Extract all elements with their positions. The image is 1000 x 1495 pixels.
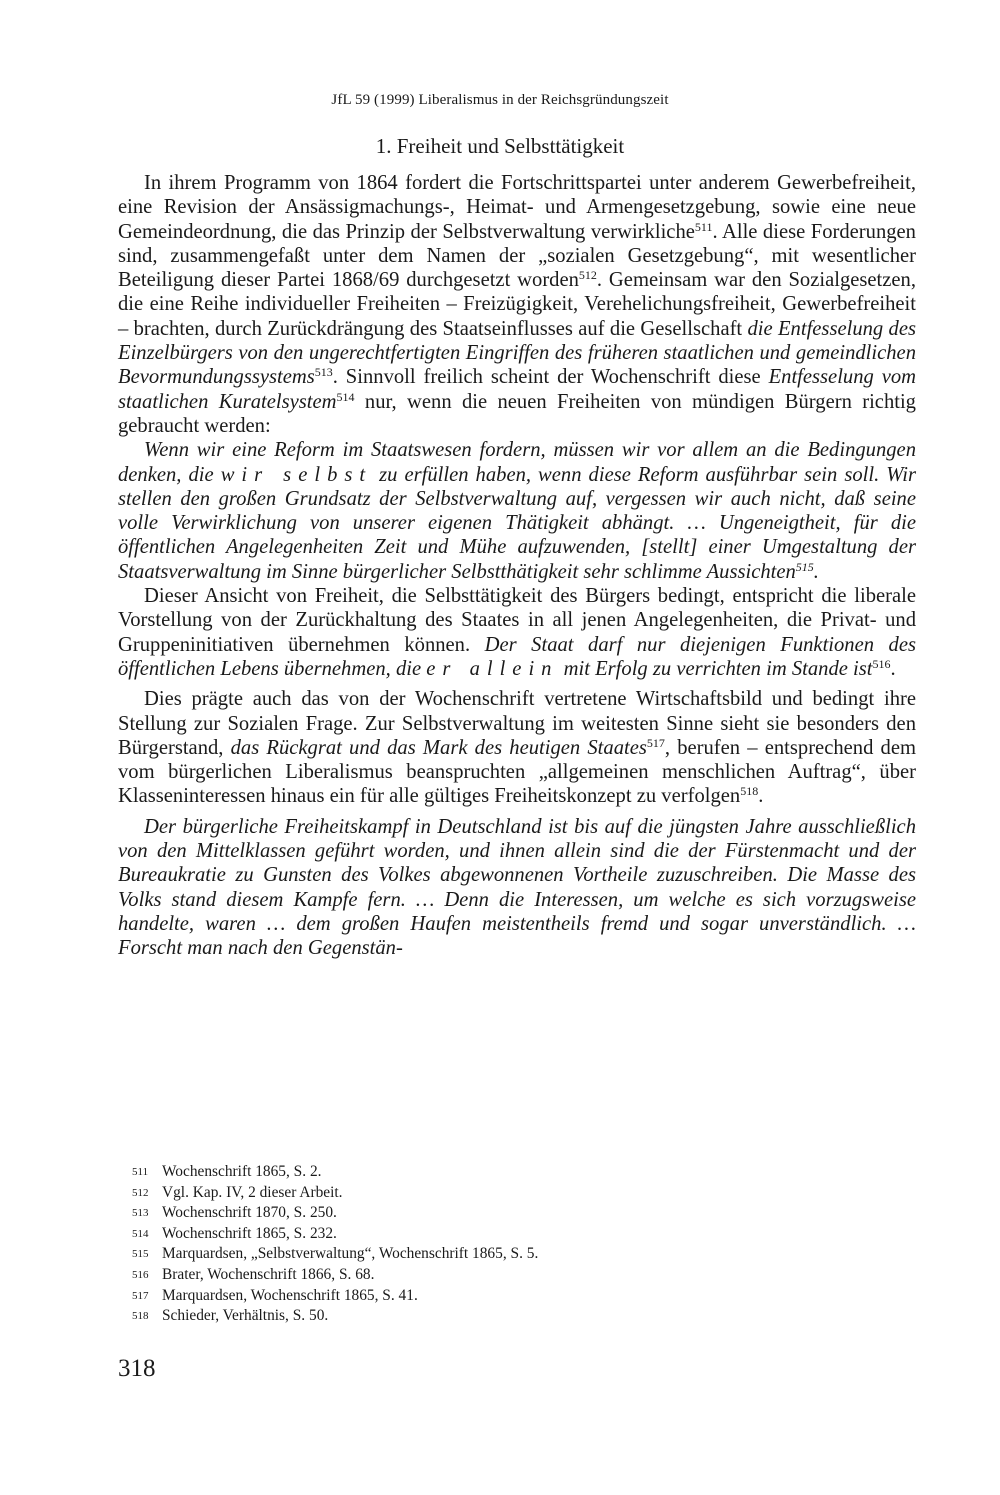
- footnote-number: 513: [132, 1207, 149, 1220]
- footnote-number: 511: [132, 1166, 149, 1178]
- footnote-number: 516: [132, 1268, 149, 1281]
- footnote-ref-517: 517: [646, 735, 665, 750]
- footnote-ref-512: 512: [578, 268, 597, 283]
- footnote-number: 518: [132, 1310, 149, 1323]
- text: , berufen – entsprechend dem vom bürgerlichen Liberalismus beanspruchten „allgemeinen menschlichen Auftrag“, über Klasseninteressen hinaus ein für alle gültiges Freiheitskonzept zu verfolgen: [118, 736, 916, 808]
- text: nur, wenn die neuen Freiheiten von mündigen Bürgern richtig gebraucht werden:: [118, 390, 916, 437]
- footnote-text: Marquardsen, „Selbstverwaltung“, Wochenschrift 1865, S. 5.: [162, 1245, 539, 1263]
- footnote: [132, 1224, 892, 1245]
- italic-quote: die Entfesselung des Einzelbürgers von den ungerechtfertigten Eingriffen des früheren staatlichen und gemeindlichen Bevormundungssystems: [118, 317, 916, 389]
- section-title: 1. Freiheit und Selbsttätigkeit: [375, 134, 625, 158]
- text: zu erfüllen haben, wenn diese Reform ausführbar sein soll. Wir stellen den großen Grundsatz der Selbstverwaltung auf, vergessen wir auch nicht, daß seine volle Verwirklichung von unserer eigenen Thätigkeit abhängt. … Ungeneigtheit, für die öffentlichen Angelegenheiten Zeit und Mühe aufzuwenden, [stellt] einer Umgestaltung der Staatsverwaltung im Sinne bürgerlicher Selbstthätigkeit sehr schlimme Aussichten: [118, 463, 917, 583]
- footnote-number: 512: [132, 1186, 149, 1199]
- text: Der bürgerliche Freiheitskampf in Deutschland ist bis auf die jüngsten Jahre ausschließlich von den Mittelklassen geführt worden, und ihnen allein sind die der Fürstenmacht und der Bureaukratie zu Gunsten des Volkes abgewonnenen Vortheile zuzuschreiben. Die Masse des Volks stand diesem Kampfe fern. … Denn die Interessen, um welche es sich vorzugsweise handelte, waren … dem großen Haufen meistentheils fremd und sogar unverständlich. … Forscht man nach den Gegenstän-: [118, 815, 916, 960]
- paragraph-2: [118, 584, 916, 681]
- footnote-ref-515: 515: [795, 559, 814, 574]
- footnote: [132, 1306, 892, 1327]
- footnote-text: Wochenschrift 1865, S. 2.: [162, 1163, 322, 1180]
- footnote-text: Marquardsen, Wochenschrift 1865, S. 41.: [162, 1286, 418, 1304]
- italic-quote: Entfesselung vom staatlichen Kuratelsystem: [118, 366, 917, 413]
- footnotes: [132, 1162, 892, 1327]
- footnote-number: 515: [132, 1248, 149, 1261]
- footnote-text: Schieder, Verhältnis, S. 50.: [162, 1307, 329, 1325]
- running-head: JfL 59 (1999) Liberalismus in der Reichsgründungszeit: [331, 92, 669, 108]
- text: Der Staat darf nur diejenigen Funktionen des öffentlichen Lebens übernehmen, die: [118, 633, 916, 680]
- text: mit Erfolg zu verrichten im Stande ist: [558, 657, 873, 680]
- text: Dieser Ansicht von Freiheit, die Selbsttätigkeit des Bürgers bedingt, entspricht die liberale Vorstellung von der Zurückhaltung des Staates in all jenen Angelegenheiten, die Privat- und Gruppeninitiativen übernehmen können.: [118, 585, 916, 656]
- block-quote-1: [118, 438, 916, 584]
- paragraph-1: [118, 171, 916, 438]
- paragraph-3: [118, 687, 916, 808]
- footnote: [132, 1244, 892, 1265]
- footnote-ref-516: 516: [872, 656, 891, 671]
- page-number: 318: [118, 1355, 156, 1382]
- text: . Gemeinsam war den Sozialgesetzen, die eine Reihe individueller Freiheiten – Freizügigkeit, Verehelichungsfreiheit, Gewerbefreiheit – brachten, durch Zurückdrängung des Staatseinflusses auf die Gesellschaft: [118, 269, 916, 340]
- footnote: [132, 1286, 892, 1307]
- footnote: [132, 1203, 892, 1224]
- footnote-number: 514: [132, 1227, 149, 1240]
- italic-quote: das Rückgrat und das Mark des heutigen Staates: [230, 736, 647, 759]
- footnote-text: Wochenschrift 1865, S. 232.: [162, 1224, 337, 1242]
- footnote-ref-513: 513: [314, 365, 333, 380]
- footnote-text: Wochenschrift 1870, S. 250.: [162, 1204, 337, 1222]
- footnote-ref-514: 514: [336, 389, 355, 404]
- text: Wenn wir eine Reform im Staatswesen fordern, müssen wir vor allem an die Bedingungen denken, die: [118, 439, 916, 486]
- text: .: [758, 785, 764, 808]
- spaced-emphasis: er allein: [426, 657, 559, 680]
- block-quote-2: [118, 815, 916, 961]
- text: Dies prägte auch das von der Wochenschrift vertretene Wirtschaftsbild und bedingt ihre Stellung zur Sozialen Frage. Zur Selbstverwaltung im weitesten Sinne sieht sie besonders den Bürgerstand,: [118, 688, 916, 759]
- footnote: [132, 1265, 892, 1286]
- text: . Alle diese Forderungen sind, zusammengefaßt unter dem Namen der „sozialen Gesetzgebung“, mit wesentlicher Beteiligung dieser Partei 1868/69 durchgesetzt worden: [118, 220, 916, 292]
- text: .: [890, 657, 896, 680]
- footnote-text: Brater, Wochenschrift 1866, S. 68.: [162, 1265, 375, 1283]
- footnote: [132, 1162, 892, 1183]
- text: . Sinnvoll freilich scheint der Wochenschrift diese: [332, 366, 769, 389]
- text: In ihrem Programm von 1864 fordert die Fortschrittspartei unter anderem Gewerbefreiheit, eine Revision der Ansässigmachungs-, Heimat- und Armengesetzgebung, sowie eine neue Gemeindeordnung, die das Prinzip der Selbstverwaltung verwirkliche: [118, 172, 916, 243]
- footnote-number: 517: [132, 1289, 149, 1302]
- footnote-ref-511: 511: [694, 219, 713, 234]
- footnote: [132, 1183, 892, 1204]
- body-text: [118, 171, 916, 961]
- footnote-ref-518: 518: [740, 784, 759, 799]
- spaced-emphasis: wir selbst: [220, 463, 373, 486]
- text: .: [813, 560, 819, 583]
- footnote-text: Vgl. Kap. IV, 2 dieser Arbeit.: [162, 1183, 343, 1201]
